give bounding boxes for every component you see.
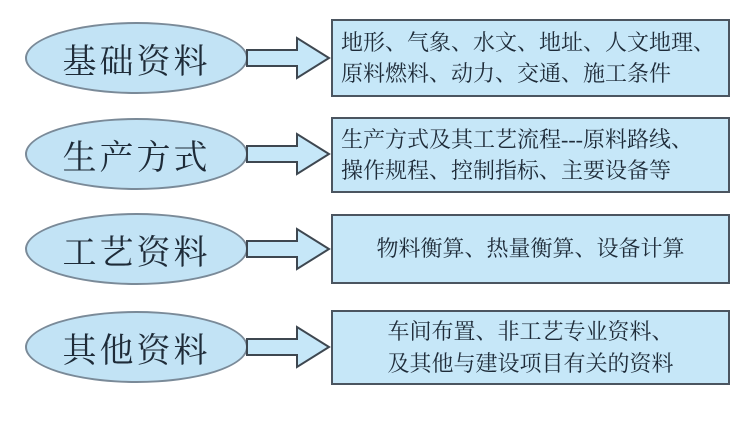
flow-arrow-icon [246, 35, 332, 81]
stage-ellipse-process-data: 工艺资料 [25, 213, 248, 285]
detail-line: 生产方式及其工艺流程---原料路线、 [341, 126, 693, 152]
detail-box-process-data [331, 214, 730, 284]
stage-ellipse-basic-data: 基础资料 [25, 22, 248, 94]
detail-box-basic-data [331, 19, 730, 97]
detail-line: 车间布置、非工艺专业资料、 [387, 319, 674, 345]
flow-arrow-icon [246, 324, 332, 370]
detail-line: 及其他与建设项目有关的资料 [387, 350, 674, 376]
detail-line: 物料衡算、热量衡算、设备计算 [376, 236, 685, 262]
detail-line: 原料燃料、动力、交通、施工条件 [341, 61, 672, 86]
detail-line: 操作规程、控制指标、主要设备等 [341, 158, 672, 183]
flow-arrow-icon [246, 226, 332, 272]
detail-box-other-data [331, 310, 730, 385]
detail-box-production-method [331, 117, 730, 193]
stage-ellipse-production-method: 生产方式 [25, 118, 248, 190]
detail-line: 地形、气象、水文、地址、人文地理、 [341, 29, 716, 55]
stage-ellipse-other-data: 其他资料 [25, 311, 248, 383]
flow-arrow-icon [246, 131, 332, 177]
